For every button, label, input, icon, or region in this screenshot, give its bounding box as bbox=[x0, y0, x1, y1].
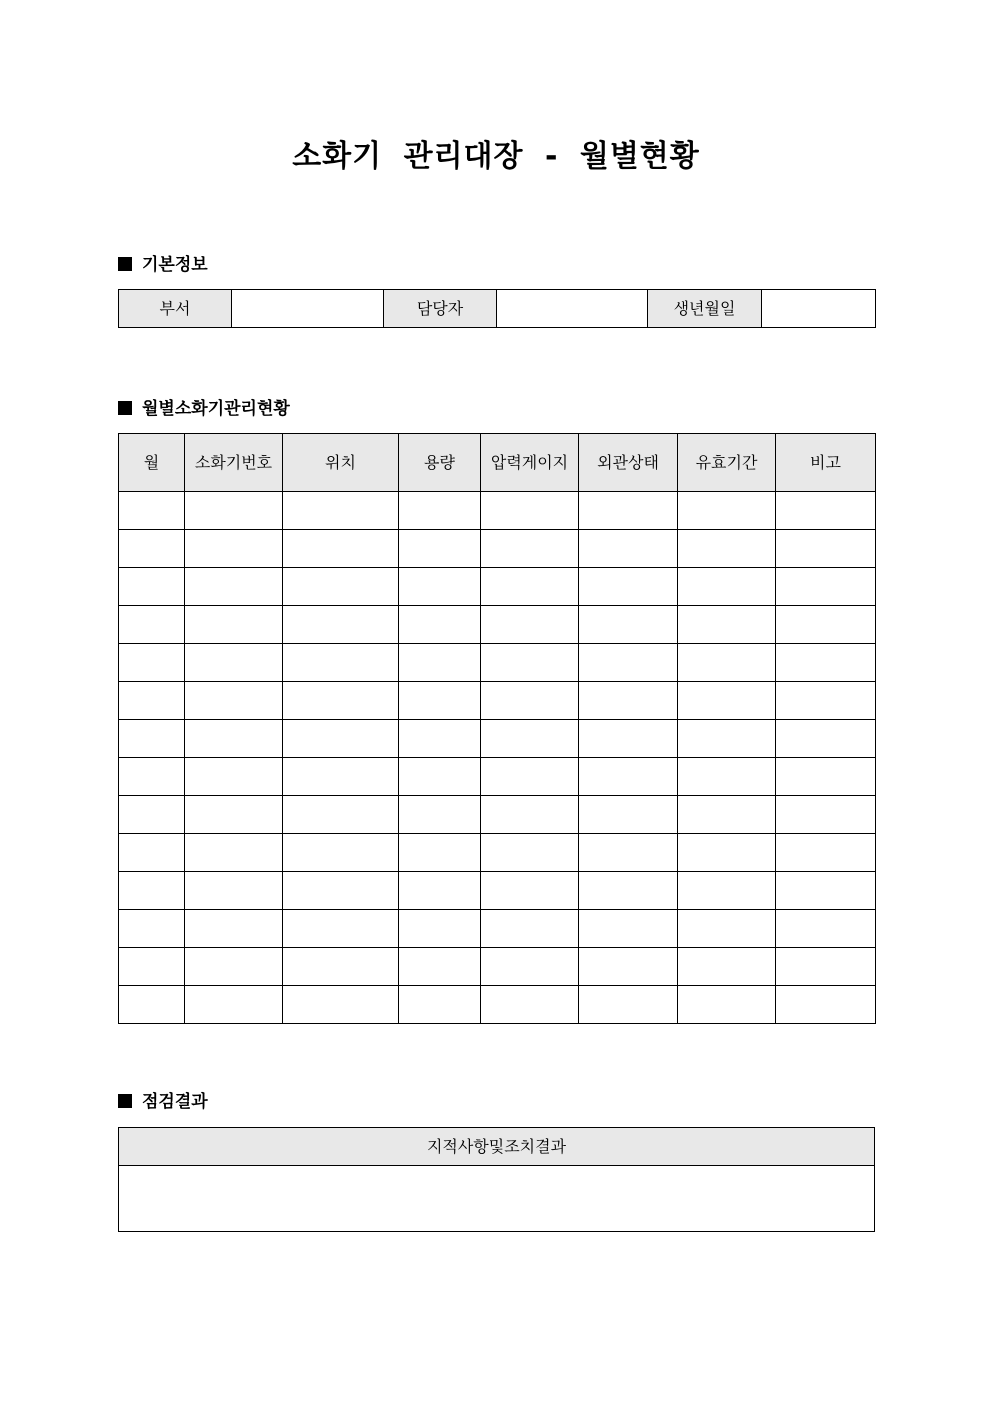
column-header-location: 위치 bbox=[283, 434, 399, 492]
cell-remarks[interactable] bbox=[776, 796, 876, 834]
cell-extinguisher-number[interactable] bbox=[185, 606, 283, 644]
cell-appearance[interactable] bbox=[579, 530, 678, 568]
cell-capacity[interactable] bbox=[399, 606, 481, 644]
cell-capacity[interactable] bbox=[399, 834, 481, 872]
field-label-department: 부서 bbox=[119, 290, 232, 328]
cell-expiry[interactable] bbox=[678, 568, 776, 606]
cell-pressure-gauge[interactable] bbox=[481, 492, 579, 530]
cell-capacity[interactable] bbox=[399, 644, 481, 682]
cell-extinguisher-number[interactable] bbox=[185, 872, 283, 910]
cell-appearance[interactable] bbox=[579, 986, 678, 1024]
section-heading-basic-info bbox=[118, 251, 208, 279]
cell-month[interactable] bbox=[119, 682, 185, 720]
cell-expiry[interactable] bbox=[678, 796, 776, 834]
cell-expiry[interactable] bbox=[678, 492, 776, 530]
field-value-manager[interactable] bbox=[497, 290, 648, 328]
cell-remarks[interactable] bbox=[776, 492, 876, 530]
cell-remarks[interactable] bbox=[776, 644, 876, 682]
cell-capacity[interactable] bbox=[399, 910, 481, 948]
cell-location[interactable] bbox=[283, 910, 399, 948]
cell-remarks[interactable] bbox=[776, 834, 876, 872]
cell-pressure-gauge[interactable] bbox=[481, 834, 579, 872]
cell-remarks[interactable] bbox=[776, 568, 876, 606]
cell-month[interactable] bbox=[119, 644, 185, 682]
column-header-capacity: 용량 bbox=[399, 434, 481, 492]
table-row bbox=[119, 530, 876, 568]
basic-info-table bbox=[118, 289, 876, 328]
cell-pressure-gauge[interactable] bbox=[481, 758, 579, 796]
table-row bbox=[119, 492, 876, 530]
cell-extinguisher-number[interactable] bbox=[185, 986, 283, 1024]
cell-location[interactable] bbox=[283, 872, 399, 910]
cell-month[interactable] bbox=[119, 720, 185, 758]
cell-location[interactable] bbox=[283, 568, 399, 606]
cell-pressure-gauge[interactable] bbox=[481, 606, 579, 644]
cell-location[interactable] bbox=[283, 834, 399, 872]
cell-pressure-gauge[interactable] bbox=[481, 720, 579, 758]
cell-expiry[interactable] bbox=[678, 986, 776, 1024]
cell-month[interactable] bbox=[119, 758, 185, 796]
cell-month[interactable] bbox=[119, 606, 185, 644]
section-heading-label: 점검결과 bbox=[142, 1092, 208, 1112]
cell-location[interactable] bbox=[283, 986, 399, 1024]
cell-capacity[interactable] bbox=[399, 568, 481, 606]
cell-capacity[interactable] bbox=[399, 986, 481, 1024]
cell-extinguisher-number[interactable] bbox=[185, 644, 283, 682]
table-row bbox=[119, 644, 876, 682]
table-header-row bbox=[119, 434, 876, 492]
column-header-pressure-gauge: 압력게이지 bbox=[481, 434, 579, 492]
cell-appearance[interactable] bbox=[579, 492, 678, 530]
column-header-extinguisher-number: 소화기번호 bbox=[185, 434, 283, 492]
cell-pressure-gauge[interactable] bbox=[481, 872, 579, 910]
cell-month[interactable] bbox=[119, 986, 185, 1024]
table-row bbox=[119, 834, 876, 872]
table-row bbox=[119, 948, 876, 986]
cell-month[interactable] bbox=[119, 834, 185, 872]
cell-location[interactable] bbox=[283, 606, 399, 644]
cell-location[interactable] bbox=[283, 948, 399, 986]
cell-remarks[interactable] bbox=[776, 758, 876, 796]
table-row bbox=[119, 758, 876, 796]
cell-expiry[interactable] bbox=[678, 872, 776, 910]
cell-month[interactable] bbox=[119, 568, 185, 606]
cell-extinguisher-number[interactable] bbox=[185, 720, 283, 758]
page-title: 소화기 관리대장 - 월별현황 bbox=[292, 139, 700, 174]
cell-capacity[interactable] bbox=[399, 682, 481, 720]
cell-pressure-gauge[interactable] bbox=[481, 530, 579, 568]
cell-extinguisher-number[interactable] bbox=[185, 758, 283, 796]
cell-extinguisher-number[interactable] bbox=[185, 682, 283, 720]
cell-extinguisher-number[interactable] bbox=[185, 796, 283, 834]
cell-remarks[interactable] bbox=[776, 530, 876, 568]
cell-expiry[interactable] bbox=[678, 644, 776, 682]
cell-appearance[interactable] bbox=[579, 606, 678, 644]
column-header-expiry: 유효기간 bbox=[678, 434, 776, 492]
cell-location[interactable] bbox=[283, 644, 399, 682]
cell-location[interactable] bbox=[283, 796, 399, 834]
cell-expiry[interactable] bbox=[678, 606, 776, 644]
cell-capacity[interactable] bbox=[399, 530, 481, 568]
cell-appearance[interactable] bbox=[579, 796, 678, 834]
bullet-square-icon bbox=[118, 257, 132, 271]
column-header-month: 월 bbox=[119, 434, 185, 492]
cell-remarks[interactable] bbox=[776, 948, 876, 986]
section-heading-label: 기본정보 bbox=[142, 255, 208, 275]
cell-pressure-gauge[interactable] bbox=[481, 910, 579, 948]
section-heading-monthly-status bbox=[118, 395, 290, 423]
cell-remarks[interactable] bbox=[776, 720, 876, 758]
cell-remarks[interactable] bbox=[776, 986, 876, 1024]
cell-appearance[interactable] bbox=[579, 720, 678, 758]
cell-remarks[interactable] bbox=[776, 606, 876, 644]
cell-pressure-gauge[interactable] bbox=[481, 682, 579, 720]
cell-remarks[interactable] bbox=[776, 910, 876, 948]
cell-pressure-gauge[interactable] bbox=[481, 796, 579, 834]
cell-capacity[interactable] bbox=[399, 796, 481, 834]
section-heading-label: 월별소화기관리현황 bbox=[142, 399, 290, 419]
cell-extinguisher-number[interactable] bbox=[185, 834, 283, 872]
cell-remarks[interactable] bbox=[776, 682, 876, 720]
cell-location[interactable] bbox=[283, 720, 399, 758]
cell-appearance[interactable] bbox=[579, 568, 678, 606]
bullet-square-icon bbox=[118, 401, 132, 415]
cell-pressure-gauge[interactable] bbox=[481, 644, 579, 682]
cell-expiry[interactable] bbox=[678, 948, 776, 986]
table-row bbox=[119, 872, 876, 910]
cell-capacity[interactable] bbox=[399, 758, 481, 796]
cell-extinguisher-number[interactable] bbox=[185, 948, 283, 986]
cell-month[interactable] bbox=[119, 796, 185, 834]
cell-month[interactable] bbox=[119, 948, 185, 986]
cell-expiry[interactable] bbox=[678, 910, 776, 948]
table-row bbox=[119, 910, 876, 948]
table-row bbox=[119, 682, 876, 720]
table-row bbox=[119, 568, 876, 606]
cell-capacity[interactable] bbox=[399, 492, 481, 530]
column-header-remarks: 비고 bbox=[776, 434, 876, 492]
cell-appearance[interactable] bbox=[579, 834, 678, 872]
table-row bbox=[119, 796, 876, 834]
cell-expiry[interactable] bbox=[678, 758, 776, 796]
findings-actions-field[interactable] bbox=[119, 1166, 875, 1232]
field-value-department[interactable] bbox=[232, 290, 384, 328]
cell-extinguisher-number[interactable] bbox=[185, 530, 283, 568]
cell-expiry[interactable] bbox=[678, 530, 776, 568]
table-row bbox=[119, 720, 876, 758]
cell-extinguisher-number[interactable] bbox=[185, 910, 283, 948]
table-row bbox=[119, 986, 876, 1024]
cell-expiry[interactable] bbox=[678, 682, 776, 720]
cell-location[interactable] bbox=[283, 682, 399, 720]
cell-month[interactable] bbox=[119, 492, 185, 530]
cell-appearance[interactable] bbox=[579, 682, 678, 720]
table-row bbox=[119, 606, 876, 644]
cell-location[interactable] bbox=[283, 492, 399, 530]
cell-appearance[interactable] bbox=[579, 644, 678, 682]
cell-extinguisher-number[interactable] bbox=[185, 568, 283, 606]
cell-appearance[interactable] bbox=[579, 910, 678, 948]
column-header-appearance: 외관상태 bbox=[579, 434, 678, 492]
field-label-birthdate: 생년월일 bbox=[648, 290, 762, 328]
cell-expiry[interactable] bbox=[678, 720, 776, 758]
cell-capacity[interactable] bbox=[399, 872, 481, 910]
cell-capacity[interactable] bbox=[399, 720, 481, 758]
cell-location[interactable] bbox=[283, 758, 399, 796]
findings-actions-label: 지적사항및조치결과 bbox=[119, 1128, 875, 1166]
field-label-manager: 담당자 bbox=[384, 290, 497, 328]
cell-appearance[interactable] bbox=[579, 758, 678, 796]
cell-extinguisher-number[interactable] bbox=[185, 492, 283, 530]
section-heading-inspection-result bbox=[118, 1088, 208, 1116]
cell-month[interactable] bbox=[119, 910, 185, 948]
cell-month[interactable] bbox=[119, 872, 185, 910]
cell-month[interactable] bbox=[119, 530, 185, 568]
cell-location[interactable] bbox=[283, 530, 399, 568]
cell-appearance[interactable] bbox=[579, 948, 678, 986]
monthly-status-table bbox=[118, 433, 876, 1024]
cell-pressure-gauge[interactable] bbox=[481, 568, 579, 606]
cell-pressure-gauge[interactable] bbox=[481, 986, 579, 1024]
cell-appearance[interactable] bbox=[579, 872, 678, 910]
cell-remarks[interactable] bbox=[776, 872, 876, 910]
cell-capacity[interactable] bbox=[399, 948, 481, 986]
bullet-square-icon bbox=[118, 1094, 132, 1108]
field-value-birthdate[interactable] bbox=[762, 290, 876, 328]
cell-expiry[interactable] bbox=[678, 834, 776, 872]
inspection-result-table bbox=[118, 1127, 875, 1232]
cell-pressure-gauge[interactable] bbox=[481, 948, 579, 986]
